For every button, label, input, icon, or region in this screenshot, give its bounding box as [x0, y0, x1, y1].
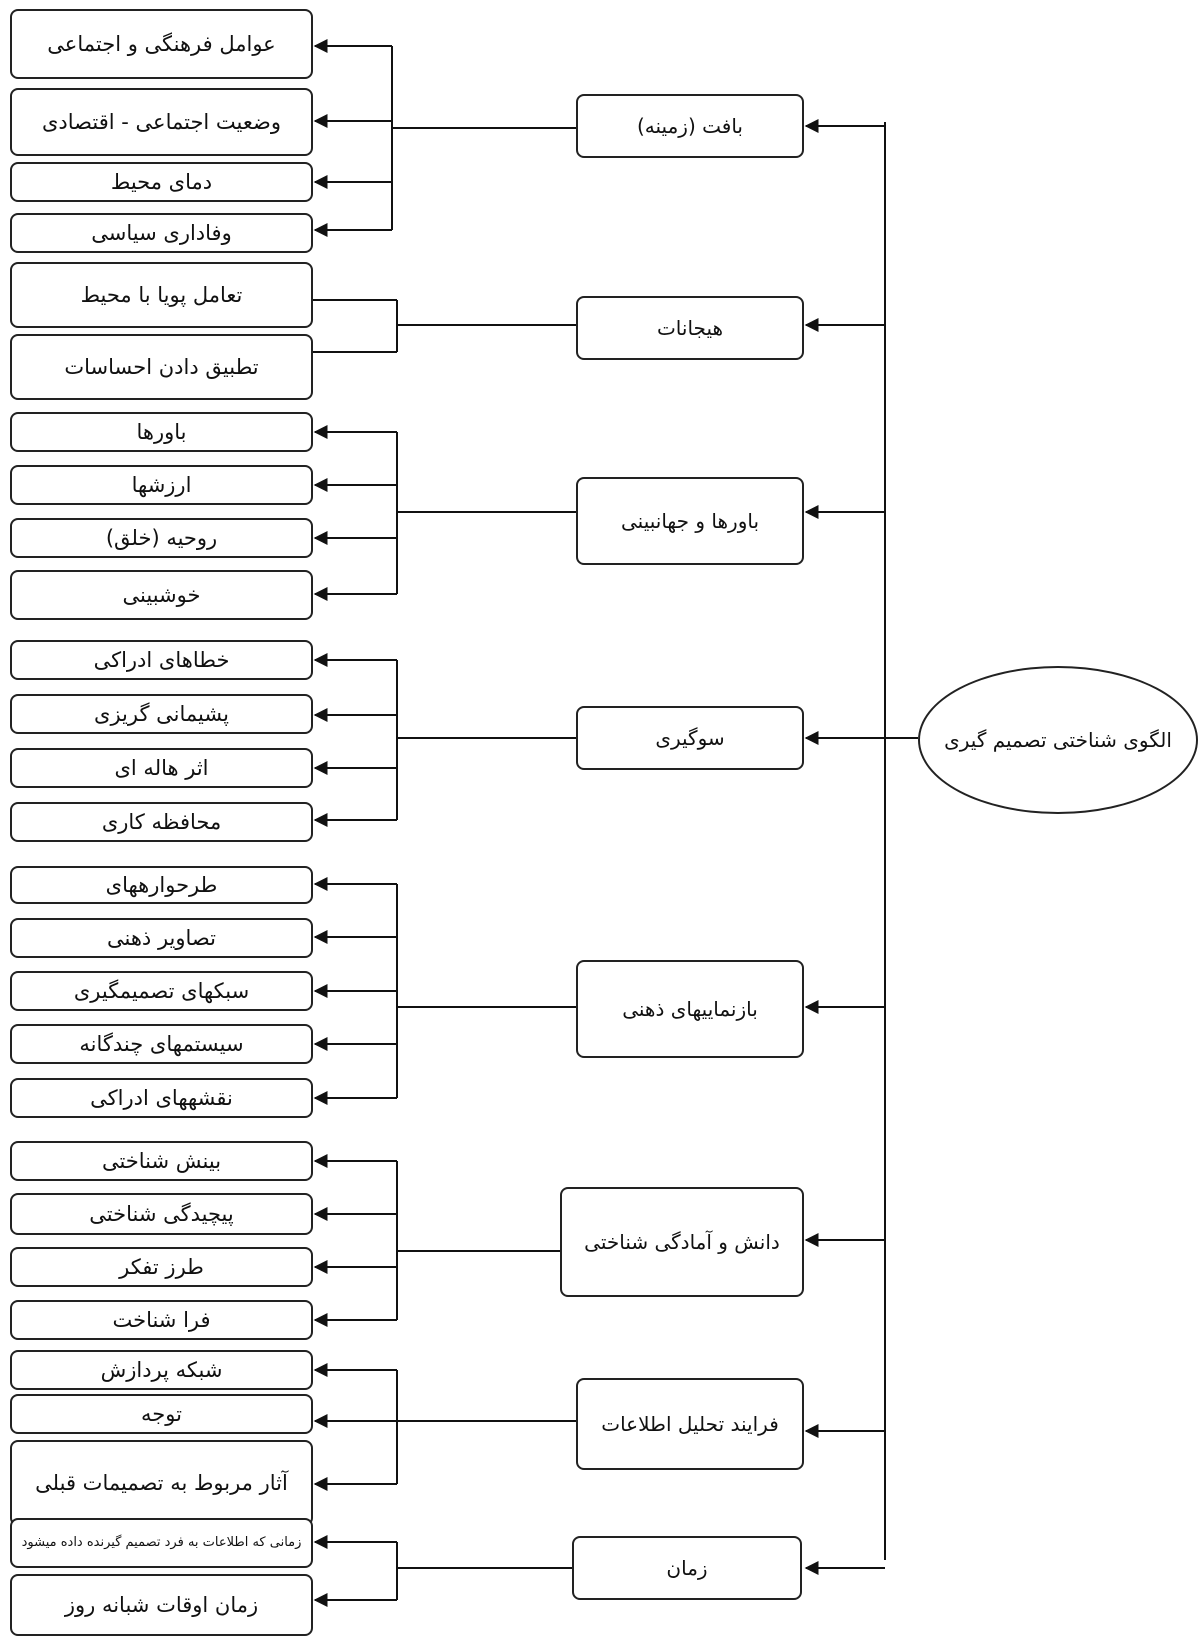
factor-node: پشیمانی گریزی [10, 694, 313, 734]
factor-node: نقشههای ادراکی [10, 1078, 313, 1118]
factor-node: تصاویر ذهنی [10, 918, 313, 958]
category-node: هیجانات [576, 296, 804, 360]
factor-node: عوامل فرهنگی و اجتماعی [10, 9, 313, 79]
category-node: سوگیری [576, 706, 804, 770]
factor-node: تعامل پویا با محیط [10, 262, 313, 328]
factor-node: خطاهای ادراکی [10, 640, 313, 680]
factor-node: فرا شناخت [10, 1300, 313, 1340]
factor-node: طرحوارههای [10, 866, 313, 904]
factor-node: آثار مربوط به تصمیمات قبلی [10, 1440, 313, 1526]
factor-node: وفاداری سیاسی [10, 213, 313, 253]
factor-node: وضعیت اجتماعی - اقتصادی [10, 88, 313, 156]
factor-node: ارزشها [10, 465, 313, 505]
factor-node: دمای محیط [10, 162, 313, 202]
factor-node: باورها [10, 412, 313, 452]
factor-node: زمانی که اطلاعات به فرد تصمیم گیرنده داده میشود [10, 1518, 313, 1568]
root-node: الگوی شناختی تصمیم گیری [918, 666, 1198, 814]
category-node: فرایند تحلیل اطلاعات [576, 1378, 804, 1470]
factor-node: طرز تفکر [10, 1247, 313, 1287]
category-node: بافت (زمینه) [576, 94, 804, 158]
category-node: زمان [572, 1536, 802, 1600]
factor-node: شبکه پردازش [10, 1350, 313, 1390]
category-node: باورها و جهانبینی [576, 477, 804, 565]
factor-node: تطبیق دادن احساسات [10, 334, 313, 400]
factor-node: روحیه (خلق) [10, 518, 313, 558]
factor-node: اثر هاله ای [10, 748, 313, 788]
factor-node: زمان اوقات شبانه روز [10, 1574, 313, 1636]
factor-node: توجه [10, 1394, 313, 1434]
factor-node: سبکهای تصمیمگیری [10, 971, 313, 1011]
factor-node: خوشبینی [10, 570, 313, 620]
factor-node: پیچیدگی شناختی [10, 1193, 313, 1235]
factor-node: سیستمهای چندگانه [10, 1024, 313, 1064]
category-node: بازنماییهای ذهنی [576, 960, 804, 1058]
category-node: دانش و آمادگی شناختی [560, 1187, 804, 1297]
factor-node: بینش شناختی [10, 1141, 313, 1181]
factor-node: محافظه کاری [10, 802, 313, 842]
